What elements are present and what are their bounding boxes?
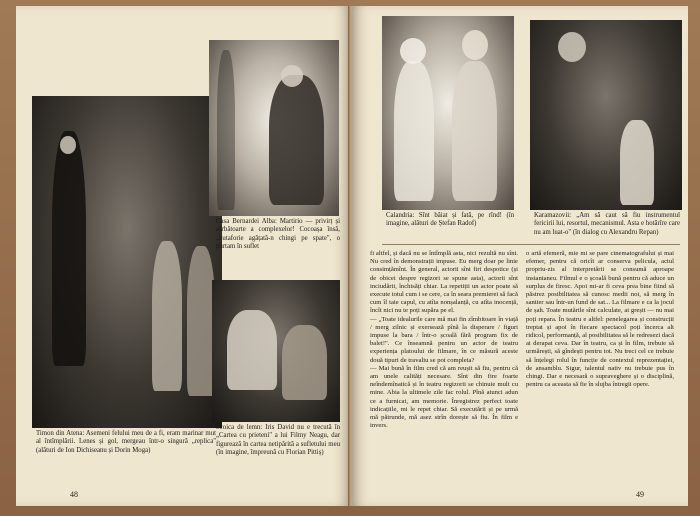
caption-casa-bernardei: Casa Bernardei Alba: Martirio — privirț și sărbătoarte a complexelor! Cocoașa însă, „butaforie agățată-n chingi pe spate", o purtam în suflet (216, 218, 340, 251)
photo-timon-din-atena (32, 96, 222, 428)
photo-calandria (382, 16, 514, 210)
caption-timon-din-atena: Timon din Atena: Asemeni felului meu de a fi, eram marinar mut al întîmplării. Lenes și gol, mergeau într-o singură „replica" (alături de Ion Dichiseanu și Dorin Moga) (36, 430, 216, 454)
text-column-1: fi altfel, și dacă nu se întîmplă asta, nici rezultă nu sînt. Nu cred în demonstrații impuse. Eu merg doar pe linie consimțămînt. În general, actorii sînt firi despotice (și de obicei despre regizori se spune asta), actorii sînt inciudării, închisăți chiar. La repetiții un actor poate să execute totul cum i se cere, ca în seara premierei să facă cum îl taie capul, cu atîta nonșalanță, cu atîta inocență, încît nici nu te poți supăra pe el. — „Toate idealurile care mă mai fin zîmbitoare în viață / merg zilnic și exersează pînă la disperare / figuri impuse la bara / într-o școală fără program fix de balet!". Ce înseamnă pentru un actor de teatru experiența platoului de filmare, în ce măsură aceste două tipuri de travaliu se pot completa? — Mai bună în film cred că am reușit să fiu, pentru că am unele calități necesare. Sînt din fire foarte neîndemînatică și în teatru regizorii se chinuie mult cu mine. Abia la ultimele zile fac rolul. Pînă atunci adun ce a furnicat, am memorie. Înregistrez perfect toate indicațiile, mi le repet chiar. Să executării și pe urmă mă pătrunde, mă asez strîn dorește să fiu. În film e invers. (370, 250, 518, 430)
right-page (352, 6, 688, 506)
photo-casa-bernardei-alba (209, 40, 339, 216)
text-column-2: o artă efemeră, mie mi se pare cinematografului și mai efemer, pentru că oricît ar conserva pelicula, actul propriu-zis al interpretării se consumă aproape instantaneu. Filmul e o școală bună pentru că aduce un surplus de firesc. Apoi mi-ar fi ceva prea bine fiind să păstrez posibilitatea să cunosc medii noi, să merg în santier sau într-un fund de sat... La filmare e ca la jocul de șah. Toate mutările sînt calculate, ai greșit — nu mai poți repara. În teatru e altfel: penelegarea și construcții treptat și apoi în fiecare spectacol poți încerca alt ridicol, performanță, al posibilitatea să le redresezi dacă ai derapat ceva. Dar în teatru, ca și în film, trebuie să urmărești, să gîndești pentru tot. Nu treci cel ce trebuie să înțelegi rolul în funcție de contextul reprezentației, de ansamblu. Sigur, talentul nativ nu trebuie pus în chingi. Dar e necesară o supraveghere și o disciplină, pentru ca aceasta să fie în slujba întregii opere. (526, 250, 674, 389)
caption-divider (382, 244, 680, 245)
page-number-right: 49 (636, 490, 644, 499)
photo-karamazovii (530, 20, 682, 210)
caption-karamazovii: Karamazovii: „Am să caut să fiu instrumentul fericirii lui, resortul, mecanismul. Asta e hotărîre care nu am luat-o" (în dialog cu Alexandru Repan) (534, 212, 680, 236)
page-number-left: 48 (70, 490, 78, 499)
caption-calandria: Calandria: Sînt băiat și fată, pe rînd! (în imagine, alături de Ștefan Radof) (386, 212, 514, 228)
left-page (16, 6, 350, 506)
caption-scoica-de-lemn: Scoica de lemn: Iris David nu e trecută în „Cartea cu prieteni" a lui Filmy Neagu, dar figurează în cartea netipărită a sufletului meu (în imagine, împreună cu Florian Pittiș) (216, 424, 340, 457)
photo-scoica-de-lemn (212, 280, 340, 422)
